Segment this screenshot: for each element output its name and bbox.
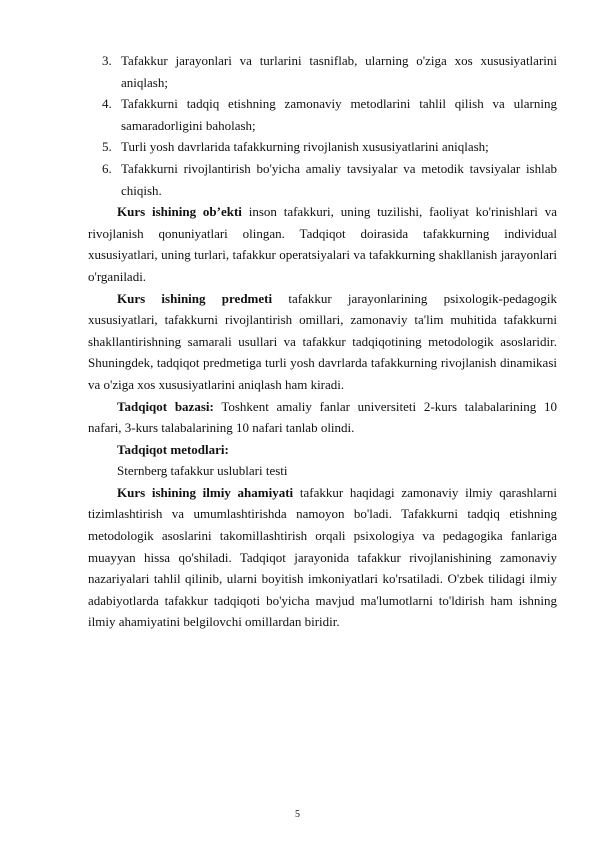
task-list bbox=[88, 50, 557, 201]
subject-label: Kurs ishining predmeti bbox=[117, 290, 273, 306]
methods-heading bbox=[88, 439, 557, 461]
list-item bbox=[88, 158, 557, 201]
methods-paragraph bbox=[88, 460, 557, 482]
significance-paragraph bbox=[88, 482, 557, 633]
list-text: Tafakkurni rivojlantirish bo'yicha amaliy tavsiyalar va metodik tavsiyalar ishlab chiqish. bbox=[121, 160, 557, 198]
list-text: Tafakkurni tadqiq etishning zamonaviy metodlarini tahlil qilish va ularning samaradorligini baholash; bbox=[121, 96, 557, 133]
base-paragraph bbox=[88, 396, 557, 439]
methods-text: Sternberg tafakkur uslublari testi bbox=[117, 463, 288, 479]
list-item bbox=[88, 50, 557, 93]
list-number: 5. bbox=[102, 139, 112, 155]
object-paragraph bbox=[88, 201, 557, 287]
object-label: Kurs ishining ob’ekti bbox=[117, 204, 242, 220]
methods-label: Tadqiqot metodlari: bbox=[117, 441, 229, 457]
document-page bbox=[88, 50, 557, 633]
list-text: Turli yosh davrlarida tafakkurning rivojlanish xususiyatlarini aniqlash; bbox=[121, 139, 489, 155]
list-number: 3. bbox=[102, 53, 112, 68]
base-label: Tadqiqot bazasi: bbox=[117, 398, 214, 414]
list-text: Tafakkur jarayonlari va turlarini tasniflab, ularning o'ziga xos xususiyatlarini aniqlash; bbox=[121, 53, 557, 90]
subject-text: tafakkur jarayonlarining psixologik-pedagogik xususiyatlari, tafakkurni rivojlantirish omillari, zamonaviy ta'lim muhitida tafakkurni shakllantirishning samarali usullari va tafakkur tadqiqotining metodologik asoslaridir. Shuningdek, tadqiqot predmetiga turli yosh davrlarda tafakkurning rivojlanish dinamikasi va o'ziga xos xususiyatlarini aniqlash ham kiradi. bbox=[88, 290, 557, 392]
significance-text: tafakkur haqidagi zamonaviy ilmiy qarashlarni tizimlashtirish va umumlashtirishda namoyon bo'ladi. Tafakkurni tadqiq etishning metodologik asoslarini takomillashtirish orqali psixologiya va pedagogika fanlariga muayyan hissa qo'shiladi. Tadqiqot jarayonida tafakkur rivojlanishining zamonaviy nazariyalari tahlil qilinib, ularni boyitish imkoniyatlari ko'rsatiladi. O'zbek tilidagi ilmiy adabiyotlarda tafakkur tadqiqoti bo'yicha mavjud ma'lumotlarni to'ldirish ham ishning ilmiy ahamiyatini belgilovchi omillardan biridir. bbox=[88, 484, 557, 630]
significance-label: Kurs ishining ilmiy ahamiyati bbox=[117, 484, 294, 500]
list-number: 4. bbox=[102, 96, 112, 112]
list-item bbox=[88, 93, 557, 136]
base-text: Toshkent amaliy fanlar universiteti 2-kurs talabalarining 10 nafari, 3-kurs talabalarining 10 nafari tanlab olindi. bbox=[88, 398, 557, 436]
object-text: inson tafakkuri, uning tuzilishi, faoliyat ko'rinishlari va rivojlanish qonuniyatlari olingan. Tadqiqot doirasida tafakkurning individual xususiyatlari, uning turlari, tafakkur operatsiyalari va tafakkurning shakllanish jarayonlari o'rganiladi. bbox=[88, 204, 557, 284]
page-number: 5 bbox=[295, 809, 300, 820]
list-item bbox=[88, 136, 557, 158]
subject-paragraph bbox=[88, 288, 557, 396]
list-number: 6. bbox=[102, 160, 112, 176]
